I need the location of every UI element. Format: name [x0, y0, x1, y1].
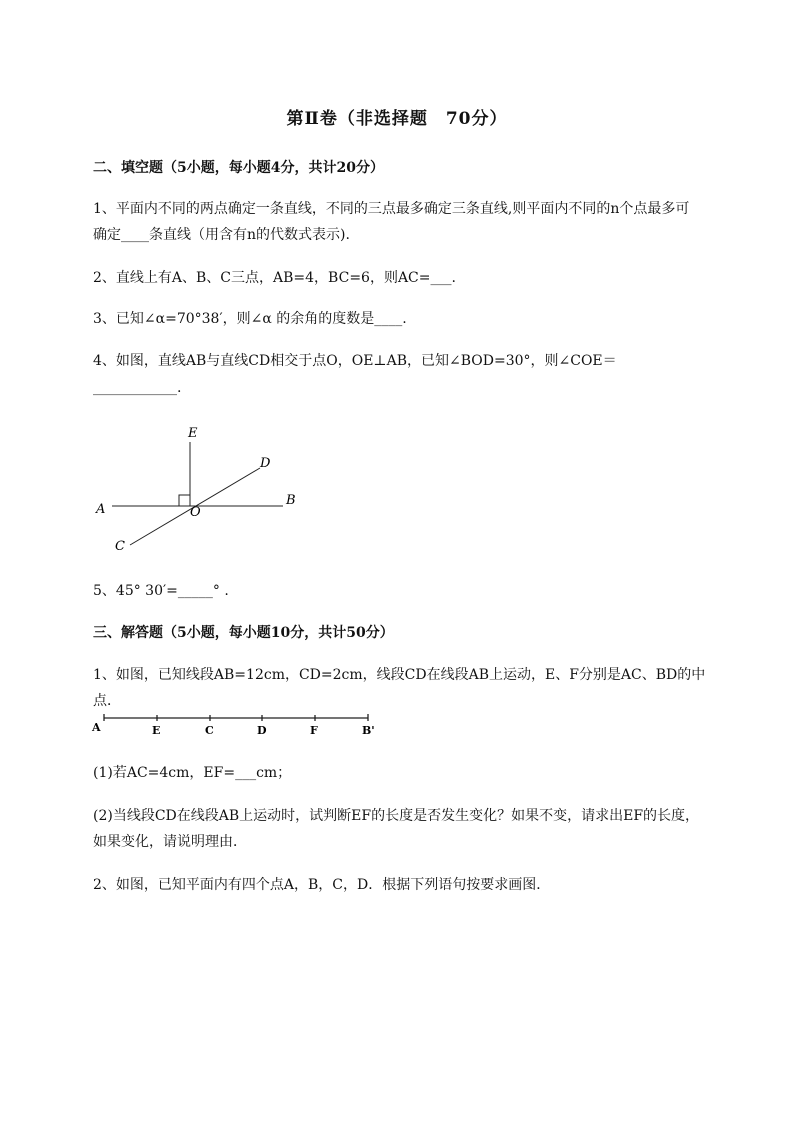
question-3-2: 2、如图，已知平面内有四个点A，B，C，D．根据下列语句按要求画图．: [93, 877, 551, 893]
seg-label-c: C: [205, 724, 214, 737]
seg-label-f: F: [310, 724, 318, 737]
seg-label-a: A: [92, 721, 101, 734]
question-2-4-line1: 4、如图，直线AB与直线CD相交于点O，OE⊥AB，已知∠BOD=30°，则∠COE＝: [93, 353, 617, 369]
label-e: E: [188, 426, 198, 441]
question-2-1-line1: 1、平面内不同的两点确定一条直线，不同的三点最多确定三条直线,则平面内不同的n个点最多可: [93, 201, 690, 217]
page-title: 第Ⅱ卷（非选择题 70分）: [286, 109, 508, 129]
question-2-2: 2、直线上有A、B、C三点，AB=4，BC=6，则AC=___.: [93, 270, 456, 286]
label-o: O: [190, 505, 201, 520]
right-angle-mark: [179, 495, 190, 506]
question-2-5: 5、45° 30′=_____° .: [93, 583, 229, 599]
figure-intersecting-lines: [90, 420, 320, 560]
section-solve-heading: 三、解答题（5小题，每小题10分，共计50分）: [93, 625, 394, 641]
label-d: D: [260, 456, 271, 471]
question-2-4-line2: ____________.: [93, 380, 182, 396]
figure-segment: [90, 708, 390, 748]
label-c: C: [115, 539, 125, 554]
label-a: A: [96, 502, 106, 517]
question-3-1-part2-line1: (2)当线段CD在线段AB上运动时，试判断EF的长度是否发生变化？如果不变，请求出EF的长度，: [93, 808, 700, 824]
label-b: B: [286, 493, 296, 508]
question-3-1: 1、如图，已知线段AB=12cm，CD=2cm，线段CD在线段AB上运动，E、F分别是AC、BD的中点．: [93, 667, 706, 709]
question-3-1-part1: (1)若AC=4cm，EF=___cm；: [93, 765, 292, 781]
question-2-1-line2: 确定____条直线（用含有n的代数式表示).: [93, 227, 350, 243]
seg-label-e: E: [152, 724, 161, 737]
seg-label-b: B': [362, 724, 375, 737]
question-3-1-part2-line2: 如果变化，请说明理由．: [93, 834, 247, 850]
section-fill-in-heading: 二、填空题（5小题，每小题4分，共计20分）: [93, 160, 384, 176]
seg-label-d: D: [257, 724, 267, 737]
question-2-3: 3、已知∠α=70°38′，则∠α 的余角的度数是____.: [93, 311, 407, 327]
